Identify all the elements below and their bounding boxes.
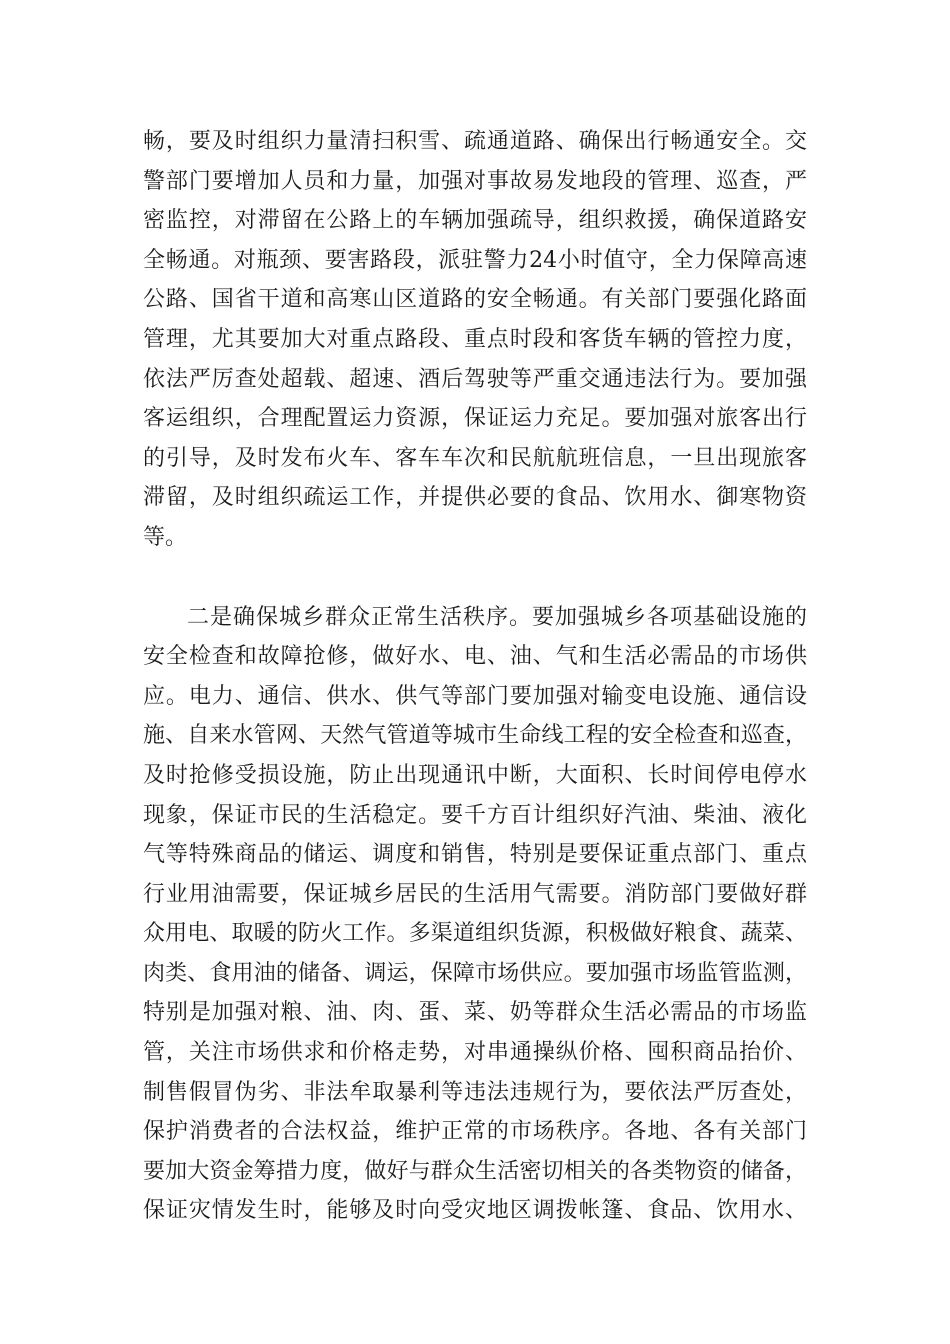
text-line: 保证灾情发生时，能够及时向受灾地区调拨帐篷、食品、饮用水、 [143, 1198, 807, 1224]
text-line: 依法严厉查处超载、超速、酒后驾驶等严重交通违法行为。要加强 [143, 366, 807, 392]
text-line: 畅，要及时组织力量清扫积雪、疏通道路、确保出行畅通安全。交 [143, 129, 807, 154]
text-line: 肉类、食用油的储备、调运，保障市场供应。要加强市场监管监测， [143, 960, 807, 986]
text-line: 等。 [143, 524, 188, 550]
text-line: 保护消费者的合法权益，维护正常的市场秩序。各地、各有关部门 [143, 1119, 807, 1145]
text-line: 的引导，及时发布火车、客车车次和民航航班信息，一旦出现旅客 [143, 445, 807, 471]
text-line: 滞留，及时组织疏运工作，并提供必要的食品、饮用水、御寒物资 [143, 485, 807, 511]
text-line: 众用电、取暖的防火工作。多渠道组织货源，积极做好粮食、蔬菜、 [143, 921, 807, 947]
text-line: 应。电力、通信、供水、供气等部门要加强对输变电设施、通信设 [143, 683, 807, 709]
text-line: 特别是加强对粮、油、肉、蛋、菜、奶等群众生活必需品的市场监 [143, 1000, 807, 1026]
text-line: 制售假冒伪劣、非法牟取暴利等违法违规行为，要依法严厉查处， [143, 1079, 807, 1105]
text-line: 现象，保证市民的生活稳定。要千方百计组织好汽油、柴油、液化 [143, 802, 807, 828]
text-line: 施、自来水管网、天然气管道等城市生命线工程的安全检查和巡查， [143, 723, 807, 749]
paragraph-transport [143, 122, 807, 558]
text-line: 全畅通。对瓶颈、要害路段，派驻警力24小时值守，全力保障高速 [143, 247, 807, 273]
text-line: 管理，尤其要加大对重点路段、重点时段和客货车辆的管控力度， [143, 326, 807, 352]
text-line: 及时抢修受损设施，防止出现通讯中断，大面积、长时间停电停水 [143, 762, 807, 788]
text-line: 管，关注市场供求和价格走势，对串通操纵价格、囤积商品抬价、 [143, 1040, 807, 1066]
text-line: 安全检查和故障抢修，做好水、电、油、气和生活必需品的市场供 [143, 644, 807, 670]
text-line: 行业用油需要，保证城乡居民的生活用气需要。消防部门要做好群 [143, 881, 807, 907]
paragraph-spacer [143, 558, 807, 598]
text-line: 客运组织，合理配置运力资源，保证运力充足。要加强对旅客出行 [143, 406, 807, 432]
text-line: 公路、国省干道和高寒山区道路的安全畅通。有关部门要强化路面 [143, 287, 807, 313]
text-line: 二是确保城乡群众正常生活秩序。要加强城乡各项基础设施的 [187, 604, 807, 630]
text-line: 警部门要增加人员和力量，加强对事故易发地段的管理、巡查，严 [143, 168, 807, 194]
text-line: 密监控，对滞留在公路上的车辆加强疏导，组织救援，确保道路安 [143, 208, 807, 234]
paragraph-livelihood [143, 598, 807, 1232]
document-body [143, 122, 807, 1231]
text-line: 气等特殊商品的储运、调度和销售，特别是要保证重点部门、重点 [143, 842, 807, 868]
text-line: 要加大资金筹措力度，做好与群众生活密切相关的各类物资的储备， [143, 1158, 807, 1184]
